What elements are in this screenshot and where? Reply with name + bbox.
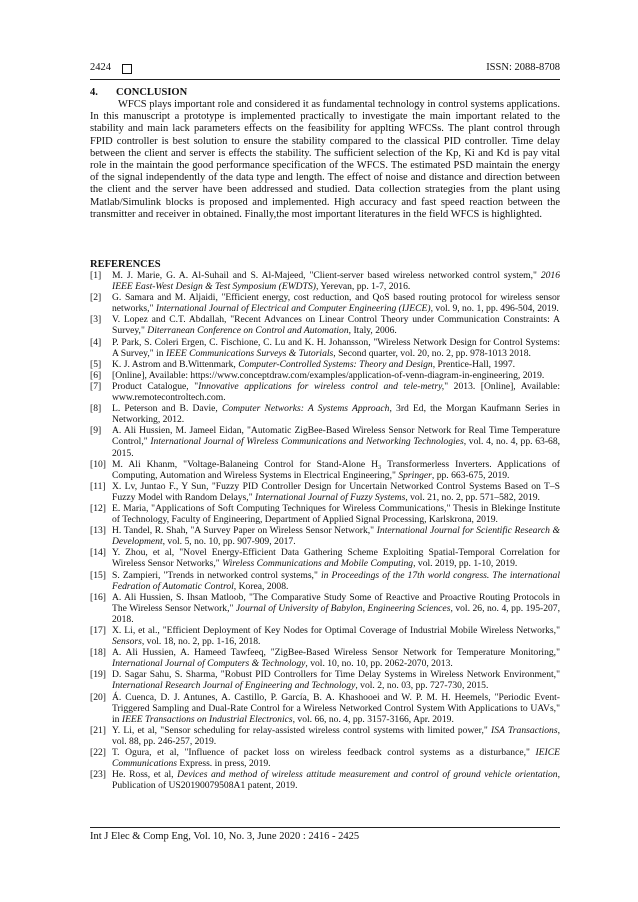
reference-item [90,459,560,481]
reference-item [90,725,560,747]
reference-number: [15] [90,569,106,581]
reference-source: International Journal of Electrical and Computer Engineering (IJECE) [155,303,431,315]
reference-item [90,381,560,403]
reference-text: M. Ali Khanm, "Voltage-Balaneing Control for Stand-Alone H₃ Transformerless Inverters. Applications of Computing, Automation and Wireless Systems in Electrical Engineering," [112,458,560,481]
reference-details: , vol. 2, no. 03, pp. 727-730, 2015. [355,680,489,692]
reference-text: G. Samara and M. Aljaidi, "Efficient energy, cost reduction, and QoS based routing protocol for wireless sensor networks," [112,292,560,315]
page-number: 2424 [90,62,111,73]
section-number: 4. [90,87,98,98]
header-rule [90,79,560,80]
reference-source: IEICE Communications [112,747,560,770]
reference-details: , vol. 26, no. 4, pp. 195-207, 2018. [112,602,561,625]
reference-number: [8] [90,403,102,415]
reference-item [90,292,560,314]
reference-source: IEEE Transactions on Industrial Electronics [121,713,293,725]
reference-item [90,359,560,370]
reference-source: ISA Transactions [491,724,558,736]
issn-label: ISSN: 2088-8708 [486,62,560,73]
reference-item [90,547,560,569]
reference-details: " 2013. [Online], Available: www.remotecontroltech.com. [112,380,560,404]
section-heading [90,87,187,98]
reference-item [90,769,560,791]
reference-source: Wireless Communications and Mobile Computing [222,558,414,570]
page-header [90,62,560,76]
reference-number: [6] [90,369,102,381]
reference-text: A. Ali Hussien, S. Ihsan Matloob, "The Comparative Study Some of Reactive and Proactive Routing Protocols in The Wireless Sensor Network," [112,591,560,614]
reference-item [90,692,560,725]
reference-details: , Prentice-Hall, 1997. [432,358,516,370]
reference-number: [23] [90,769,106,781]
reference-number: [17] [90,625,106,636]
reference-text: E. Maria, "Applications of Soft Computing Techniques for Wireless Communications," Thesis in Blekinge Institute of Technology, Faculty of Engineering, Department of Applied Signal Processing, Karlskrona, 2019. [112,502,560,526]
reference-number: [4] [90,336,102,348]
reference-details: , vol. 5, no. 10, pp. 907-909, 2017. [162,536,296,548]
reference-text: A. Ali Hussien, M. Jameel Eidan, "Automatic ZigBee-Based Wireless Sensor Network for Real Time Temperature Control," [112,425,560,448]
reference-item [90,370,560,381]
reference-details: , vol. 9, no. 1, pp. 496-504, 2019. [430,303,559,315]
reference-number: [16] [90,591,106,603]
reference-source: International Journal of Fuzzy Systems [255,491,406,503]
reference-item [90,481,560,503]
reference-text: K. J. Astrom and B.Wittenmark, [112,358,239,370]
reference-number: [5] [90,358,102,370]
reference-number: [18] [90,647,106,659]
reference-text: X. Lv, Juntao F., Y Sun, "Fuzzy PID Controller Design for Uncertain Networked Control Systems Based on T–S Fuzzy Model with Random Delays," [112,480,560,503]
box-symbol-icon [122,64,132,74]
reference-text: H. Tandel, R. Shah, "A Survey Paper on Wireless Sensor Network," [112,525,377,537]
reference-item [90,669,560,691]
reference-source: International Journal for Scientific Research & Development [112,525,560,548]
reference-number: [7] [90,380,102,392]
reference-item [90,314,560,336]
footer-rule [90,827,560,828]
reference-list [90,270,560,791]
reference-details: , Publication of US20190079508A1 patent, 2019. [112,769,560,792]
reference-item [90,625,560,647]
reference-source: Devices and method of wireless attitude measurement and control of ground vehicle orientation [177,769,558,781]
reference-number: [1] [90,270,102,281]
reference-text: L. Peterson and B. Davie, [112,403,222,415]
reference-text: M. J. Marie, G. A. Al-Suhail and S. Al-Majeed, "Client-server based wireless networked control system," [112,270,541,281]
conclusion-paragraph: WFCS plays important role and considered it as fundamental technology in control systems applications. In this manuscript a prototype is implemented practically to investigate the main important related to the stability and main lack parameters effects on the feasibility for applting WFCSs. The plant control through FPID controller is best solution to ensure the stability compared to the classical PID controller. Time delay between the client and server is effects the stability. The sufficient selection of the Kp, Ki and Kd is pay vital role in the maintain the good performance specification of the WFCS. The estimated PSD maintain the energy of the signal independently of the data type and length. The effect of noise and distance and direction between the client and the server have been addressed and studied. Data collection strategies from the plant using Matlab/Simulink blocks is proposed and implemented. High accuracy and fast speed reaction between the transmitter and receiver in obtained. Finally,the most important literatures in the field WFCS is highlighted. [90,99,560,220]
reference-details: , vol. 2019, pp. 1-10, 2019. [413,558,518,570]
reference-number: [12] [90,502,106,514]
reference-text: T. Ogura, et al, "Influence of packet loss on wireless feedback control systems as a disturbance," [112,747,536,759]
reference-source: IEEE Communications Surveys & Tutorials [165,347,334,359]
reference-source: International Journal of Computers & Technology [112,658,306,670]
reference-item [90,403,560,425]
reference-number: [2] [90,292,102,304]
reference-details: , vol. 88, pp. 246-257, 2019. [112,724,560,747]
reference-details: , vol. 10, no. 10, pp. 2062-2070, 2013. [305,658,453,670]
reference-item [90,503,560,525]
reference-details: , vol. 66, no. 4, pp. 3157-3166, Apr. 2019. [292,713,454,725]
reference-text: Product Catalogue, " [112,380,199,392]
reference-details: , vol. 21, no. 2, pp. 571–582, 2019. [405,491,540,503]
reference-source: Springer [398,469,432,481]
reference-details: , Korea, 2008. [233,580,289,592]
reference-text: P. Park, S. Coleri Ergen, C. Fischione, C. Lu and K. H. Johansson, "Wireless Network Design for Control Systems: A Survey," in [112,336,560,359]
reference-text: Y. Li, et al, "Sensor scheduling for relay-assisted wireless control systems with limited power," [112,724,492,736]
reference-source: International Research Journal of Engineering and Technology [112,680,356,692]
reference-text: D. Sagar Sahu, S. Sharma, "Robust PID Controllers for Time Delay Systems in Wireless Network Environment," [112,669,560,681]
reference-number: [19] [90,669,106,681]
reference-source: Sensors [112,636,142,648]
reference-number: [14] [90,547,106,559]
reference-number: [11] [90,480,106,492]
reference-item [90,337,560,359]
reference-item [90,570,560,592]
references-heading: REFERENCES [90,259,161,270]
reference-text: He. Ross, et al, [112,769,178,781]
reference-source: Innovative applications for wireless control and tele-metry, [198,380,445,392]
reference-item [90,525,560,547]
reference-item [90,647,560,669]
reference-details: , pp. 663-675, 2019. [431,469,510,481]
reference-text: V. Lopez and C.T. Abdallah, "Recent Advances on Linear Control Theory under Communication Constraints: A Survey," [112,314,560,337]
reference-text: Á. Cuenca, D. J. Antunes, A. Castillo, P. García, B. A. Khashooei and W. P. M. H. Heemels, "Periodic Event-Triggered Sampling and Dual-Rate Control for a Wireless Networked Control System With Applications to UAVs," in [112,691,560,725]
reference-source: Computer-Controlled Systems: Theory and Design [238,358,433,370]
reference-number: [20] [90,691,106,703]
reference-source: Journal of University of Babylon, Engineering Sciences [235,602,451,614]
reference-item [90,747,560,769]
reference-source: International Journal of Wireless Communications and Networking Technologies [150,436,464,448]
reference-details: , Italy, 2006. [348,325,397,337]
reference-number: [3] [90,314,102,326]
reference-number: [21] [90,724,106,736]
reference-details: , vol. 18, no. 2, pp. 1-16, 2018. [141,636,261,648]
reference-source: Computer Networks: A Systems Approach [221,403,390,415]
journal-footer: Int J Elec & Comp Eng, Vol. 10, No. 3, June 2020 : 2416 - 2425 [90,831,360,842]
reference-text: Y. Zhou, et al, "Novel Energy-Efficient Data Gathering Scheme Exploiting Spatial-Temporal Correlation for Wireless Sensor Networks," [112,547,560,570]
reference-details: , vol. 4, no. 4, pp. 63-68, 2015. [112,436,561,459]
reference-text: [Online], Available: https://www.conceptdraw.com/examples/application-of-venn-diagram-in-engineering, 2019. [112,369,545,381]
reference-source: Diterranean Conference on Control and Automation [147,325,349,337]
reference-item [90,592,560,625]
reference-details: Express. in press, 2019. [177,758,271,770]
reference-item [90,425,560,458]
reference-item [90,270,560,292]
reference-source: 2016 IEEE East-West Design & Test Symposium (EWDTS) [112,270,560,293]
reference-text: S. Zampieri, "Trends in networked control systems," [112,569,321,581]
reference-source: in Proceedings of the 17th world congress. The international Fedration of Automatic Control [112,569,560,592]
section-title: CONCLUSION [116,87,188,98]
reference-details: , 3rd Ed, the Morgan Kaufmann Series in Networking, 2012. [112,403,560,426]
reference-number: [22] [90,747,106,759]
reference-text: X. Li, et al., "Efficient Deployment of Key Nodes for Optimal Coverage of Industrial Mobile Wireless Networks," [112,625,560,636]
reference-number: [10] [90,458,106,470]
reference-number: [13] [90,525,106,537]
reference-number: [9] [90,425,102,437]
reference-details: , Second quarter, vol. 20, no. 2, pp. 978-1013 2018. [333,347,531,359]
reference-details: , Yerevan, pp. 1-7, 2016. [315,281,411,293]
reference-text: A. Ali Hussien, A. Hameed Tawfeeq, "ZigBee-Based Wireless Sensor Network for Temperature Monitoring," [112,647,560,659]
